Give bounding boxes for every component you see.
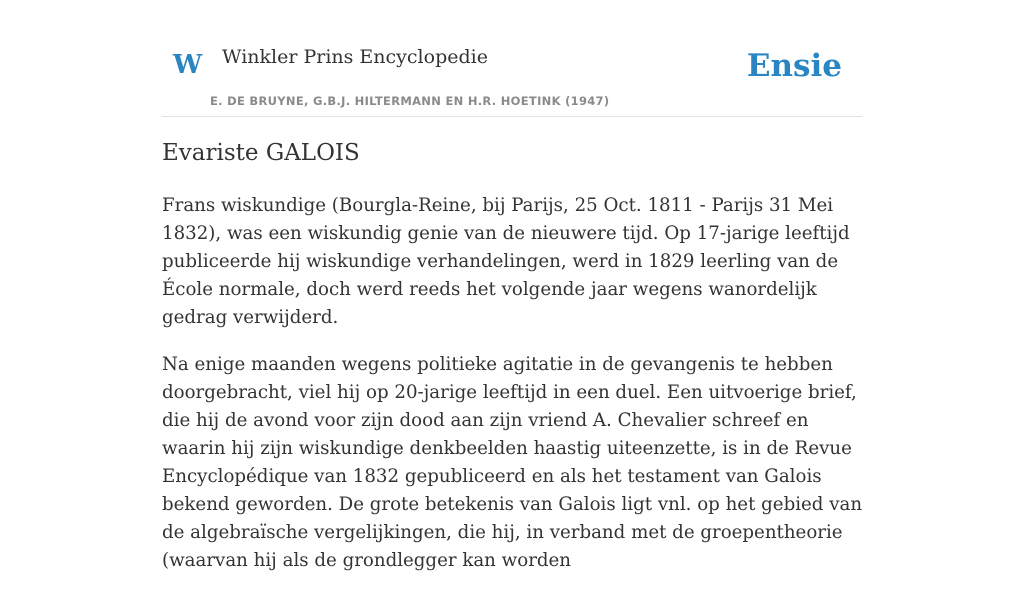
book-authors: E. DE BRUYNE, G.B.J. HILTERMANN EN H.R. HOETINK (1947) [210,94,610,108]
page-container [162,0,863,571]
book-title[interactable]: Winkler Prins Encyclopedie [222,46,488,68]
article-body [162,192,864,594]
article-paragraph: Frans wiskundige (Bourgla-Reine, bij Parijs, 25 Oct. 1811 - Parijs 31 Mei 1832), was een wiskundig genie van de nieuwere tijd. Op 17-jarige leeftijd publiceerde hij wiskundige verhandelingen, werd in 1829 leerling van de École normale, doch werd reeds het volgende jaar wegens wanordelijk gedrag verwijderd. [162,195,850,328]
article-title: Evariste GALOIS [162,140,360,166]
header [162,0,862,117]
brand-logo[interactable]: Ensie [746,48,842,84]
article-paragraph: Na enige maanden wegens politieke agitatie in de gevangenis te hebben doorgebracht, viel hij op 20-jarige leeftijd in een duel. Een uitvoerige brief, die hij de avond voor zijn dood aan zijn vriend A. Chevalier schreef en waarin hij zijn wiskundige denkbeelden haastig uiteenzette, is in de Revue Encyclopédique van 1832 gepubliceerd en als het testament van Galois bekend geworden. De grote betekenis van Galois ligt vnl. op het gebied van de algebraïsche vergelijkingen, die hij, in verband met de groepentheorie (waarvan hij als de grondlegger kan worden [162,354,863,571]
source-logo[interactable]: W [173,50,203,80]
